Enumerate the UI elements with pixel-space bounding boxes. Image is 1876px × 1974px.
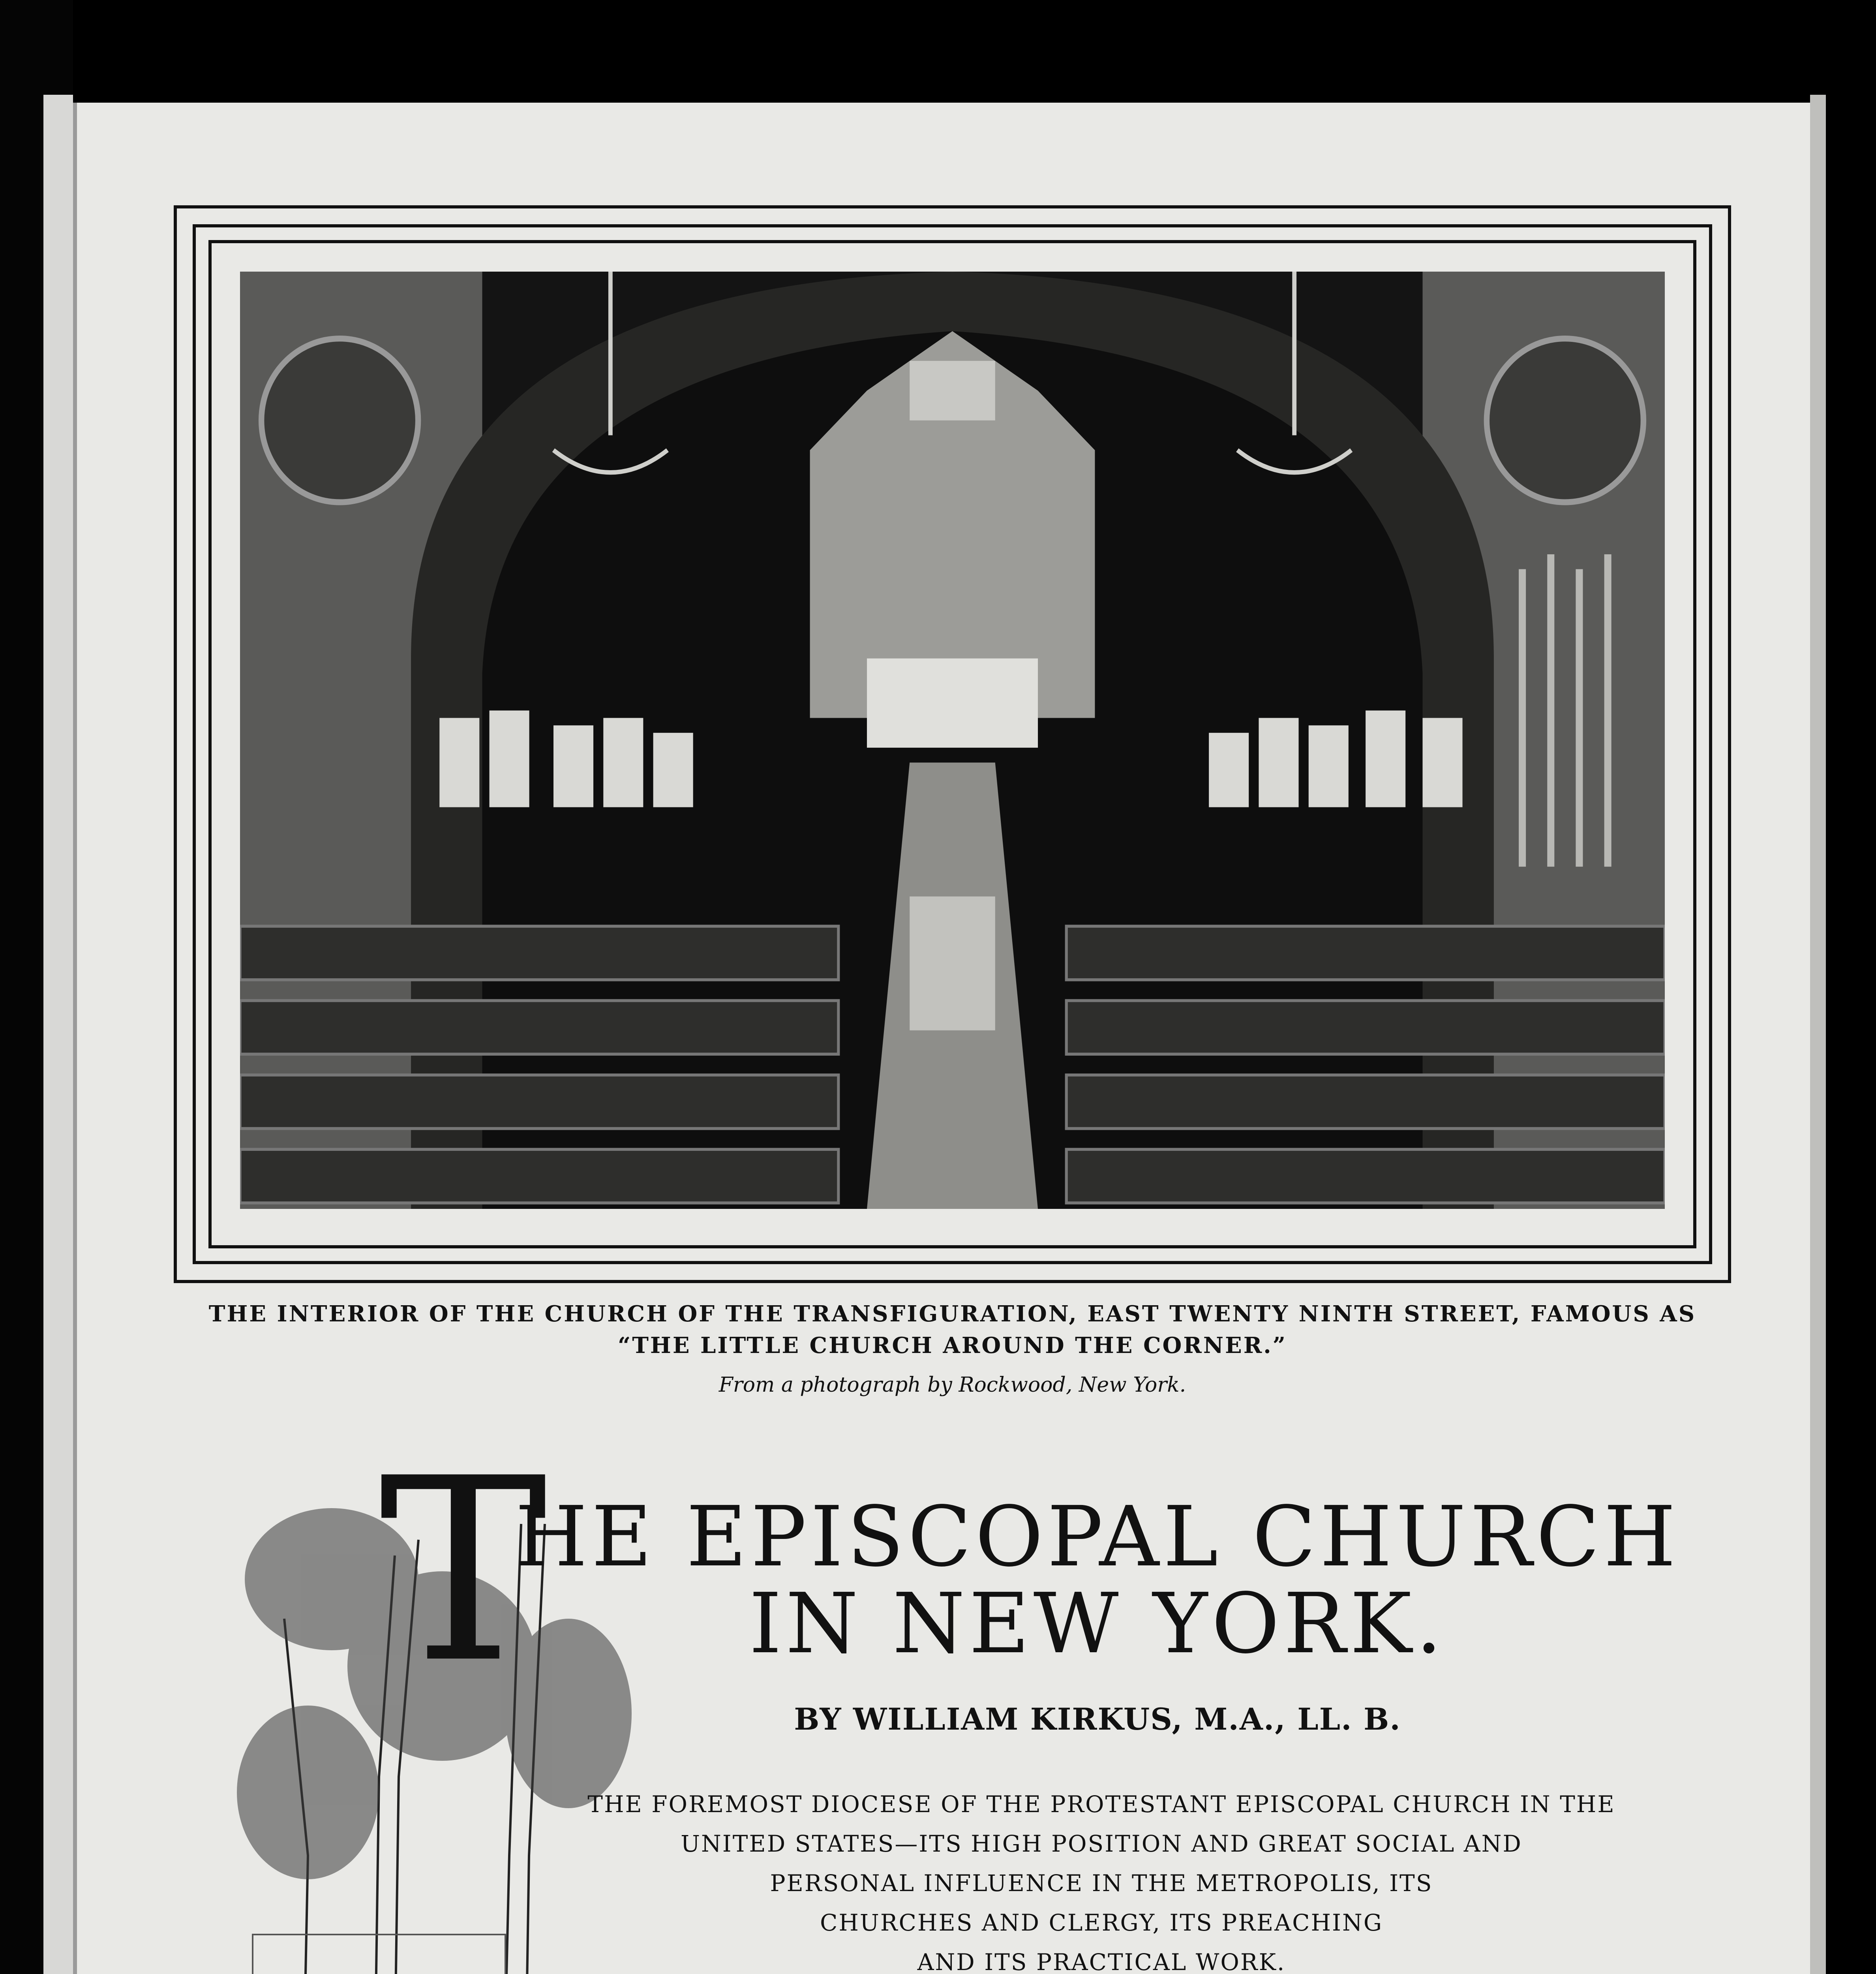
deck-line-3: PERSONAL INFLUENCE IN THE METROPOLIS, ITS [770,1870,1433,1897]
church-interior-illustration [240,272,1665,1209]
article-title-line-1: HE EPISCOPAL CHURCH [515,1488,1680,1585]
church-interior-photo [240,272,1665,1209]
photo-frame [174,205,1731,1283]
photo-caption-line-1: THE INTERIOR OF THE CHURCH OF THE TRANSFIGURATION, EAST TWENTY NINTH STREET, FAMOUS AS [208,1301,1696,1327]
deck-line-2: UNITED STATES—ITS HIGH POSITION AND GREAT SOCIAL AND [681,1830,1522,1857]
deck-line-1: THE FOREMOST DIOCESE OF THE PROTESTANT EPISCOPAL CHURCH IN THE [587,1791,1615,1818]
deck-line-5: AND ITS PRACTICAL WORK. [917,1949,1286,1974]
article-byline: BY WILLIAM KIRKUS, M.A., LL. B. [794,1702,1401,1737]
title-drop-cap: T [379,1424,548,1718]
previous-page-edge [43,95,73,1974]
photo-caption-line-2: “THE LITTLE CHURCH AROUND THE CORNER.” [618,1332,1287,1359]
page-right-edge [1810,95,1826,1974]
article-title-line-2: IN NEW YORK. [749,1575,1446,1672]
photo-credit: From a photograph by Rockwood, New York. [719,1373,1186,1397]
deck-line-4: CHURCHES AND CLERGY, ITS PREACHING [820,1909,1383,1936]
